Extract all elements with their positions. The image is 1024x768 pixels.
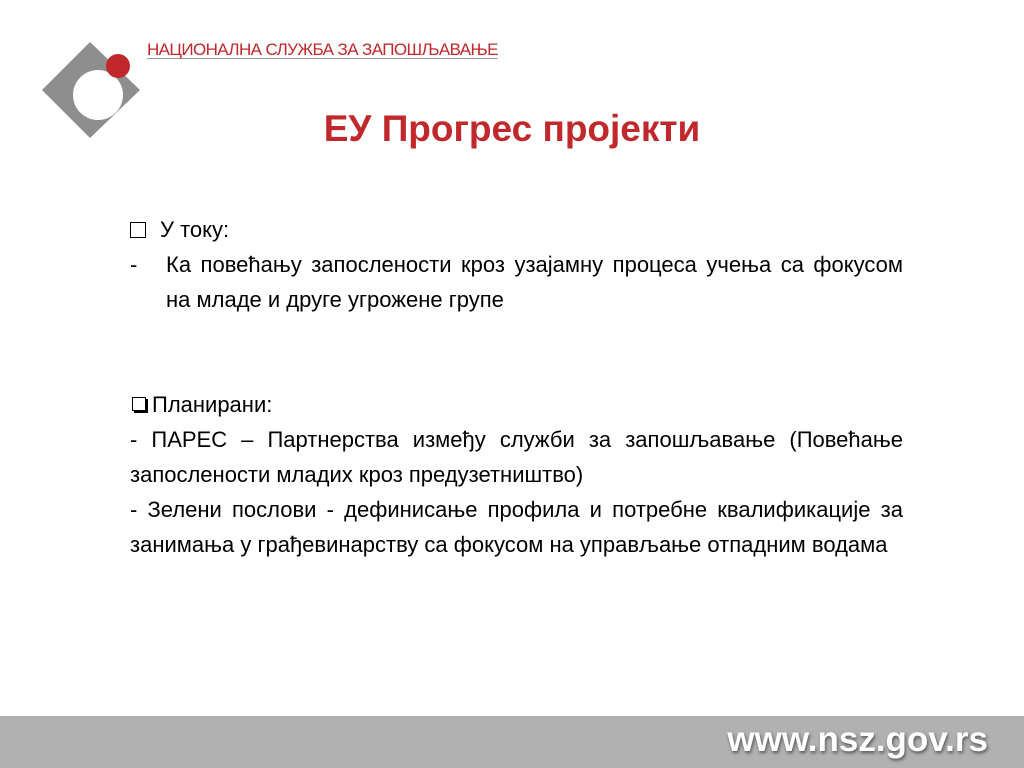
list-item-text: Ка повећању запослености кроз узајамну процеса учења са фокусом на младе и друге угрожене групе [166, 252, 903, 312]
website-url: www.nsz.gov.rs [727, 720, 988, 759]
organization-name: НАЦИОНАЛНА СЛУЖБА ЗА ЗАПОШЉАВАЊЕ [147, 40, 498, 59]
section-in-progress-heading [130, 212, 903, 247]
slide-content [130, 212, 903, 562]
list-item [130, 247, 903, 317]
checkbox-icon [130, 222, 146, 238]
section-heading-label: У току: [160, 217, 230, 242]
list-item-text: - Зелени послови - дефинисање профила и потребне квалификације за занимања у грађевинарству са фокусом на управљање отпадним водама [130, 497, 903, 557]
dash-bullet: - [130, 252, 138, 277]
section-heading-label: Планирани: [152, 392, 273, 417]
checkbox-shadow-icon [132, 397, 146, 411]
footer-bar [0, 716, 1024, 768]
section-planned-heading [130, 387, 903, 422]
list-item-text: - ПАРЕС – Партнерства између служби за запошљавање (Повећање запослености младих кроз предузетништво) [130, 427, 903, 487]
page-title: ЕУ Прогрес пројекти [323, 108, 701, 149]
